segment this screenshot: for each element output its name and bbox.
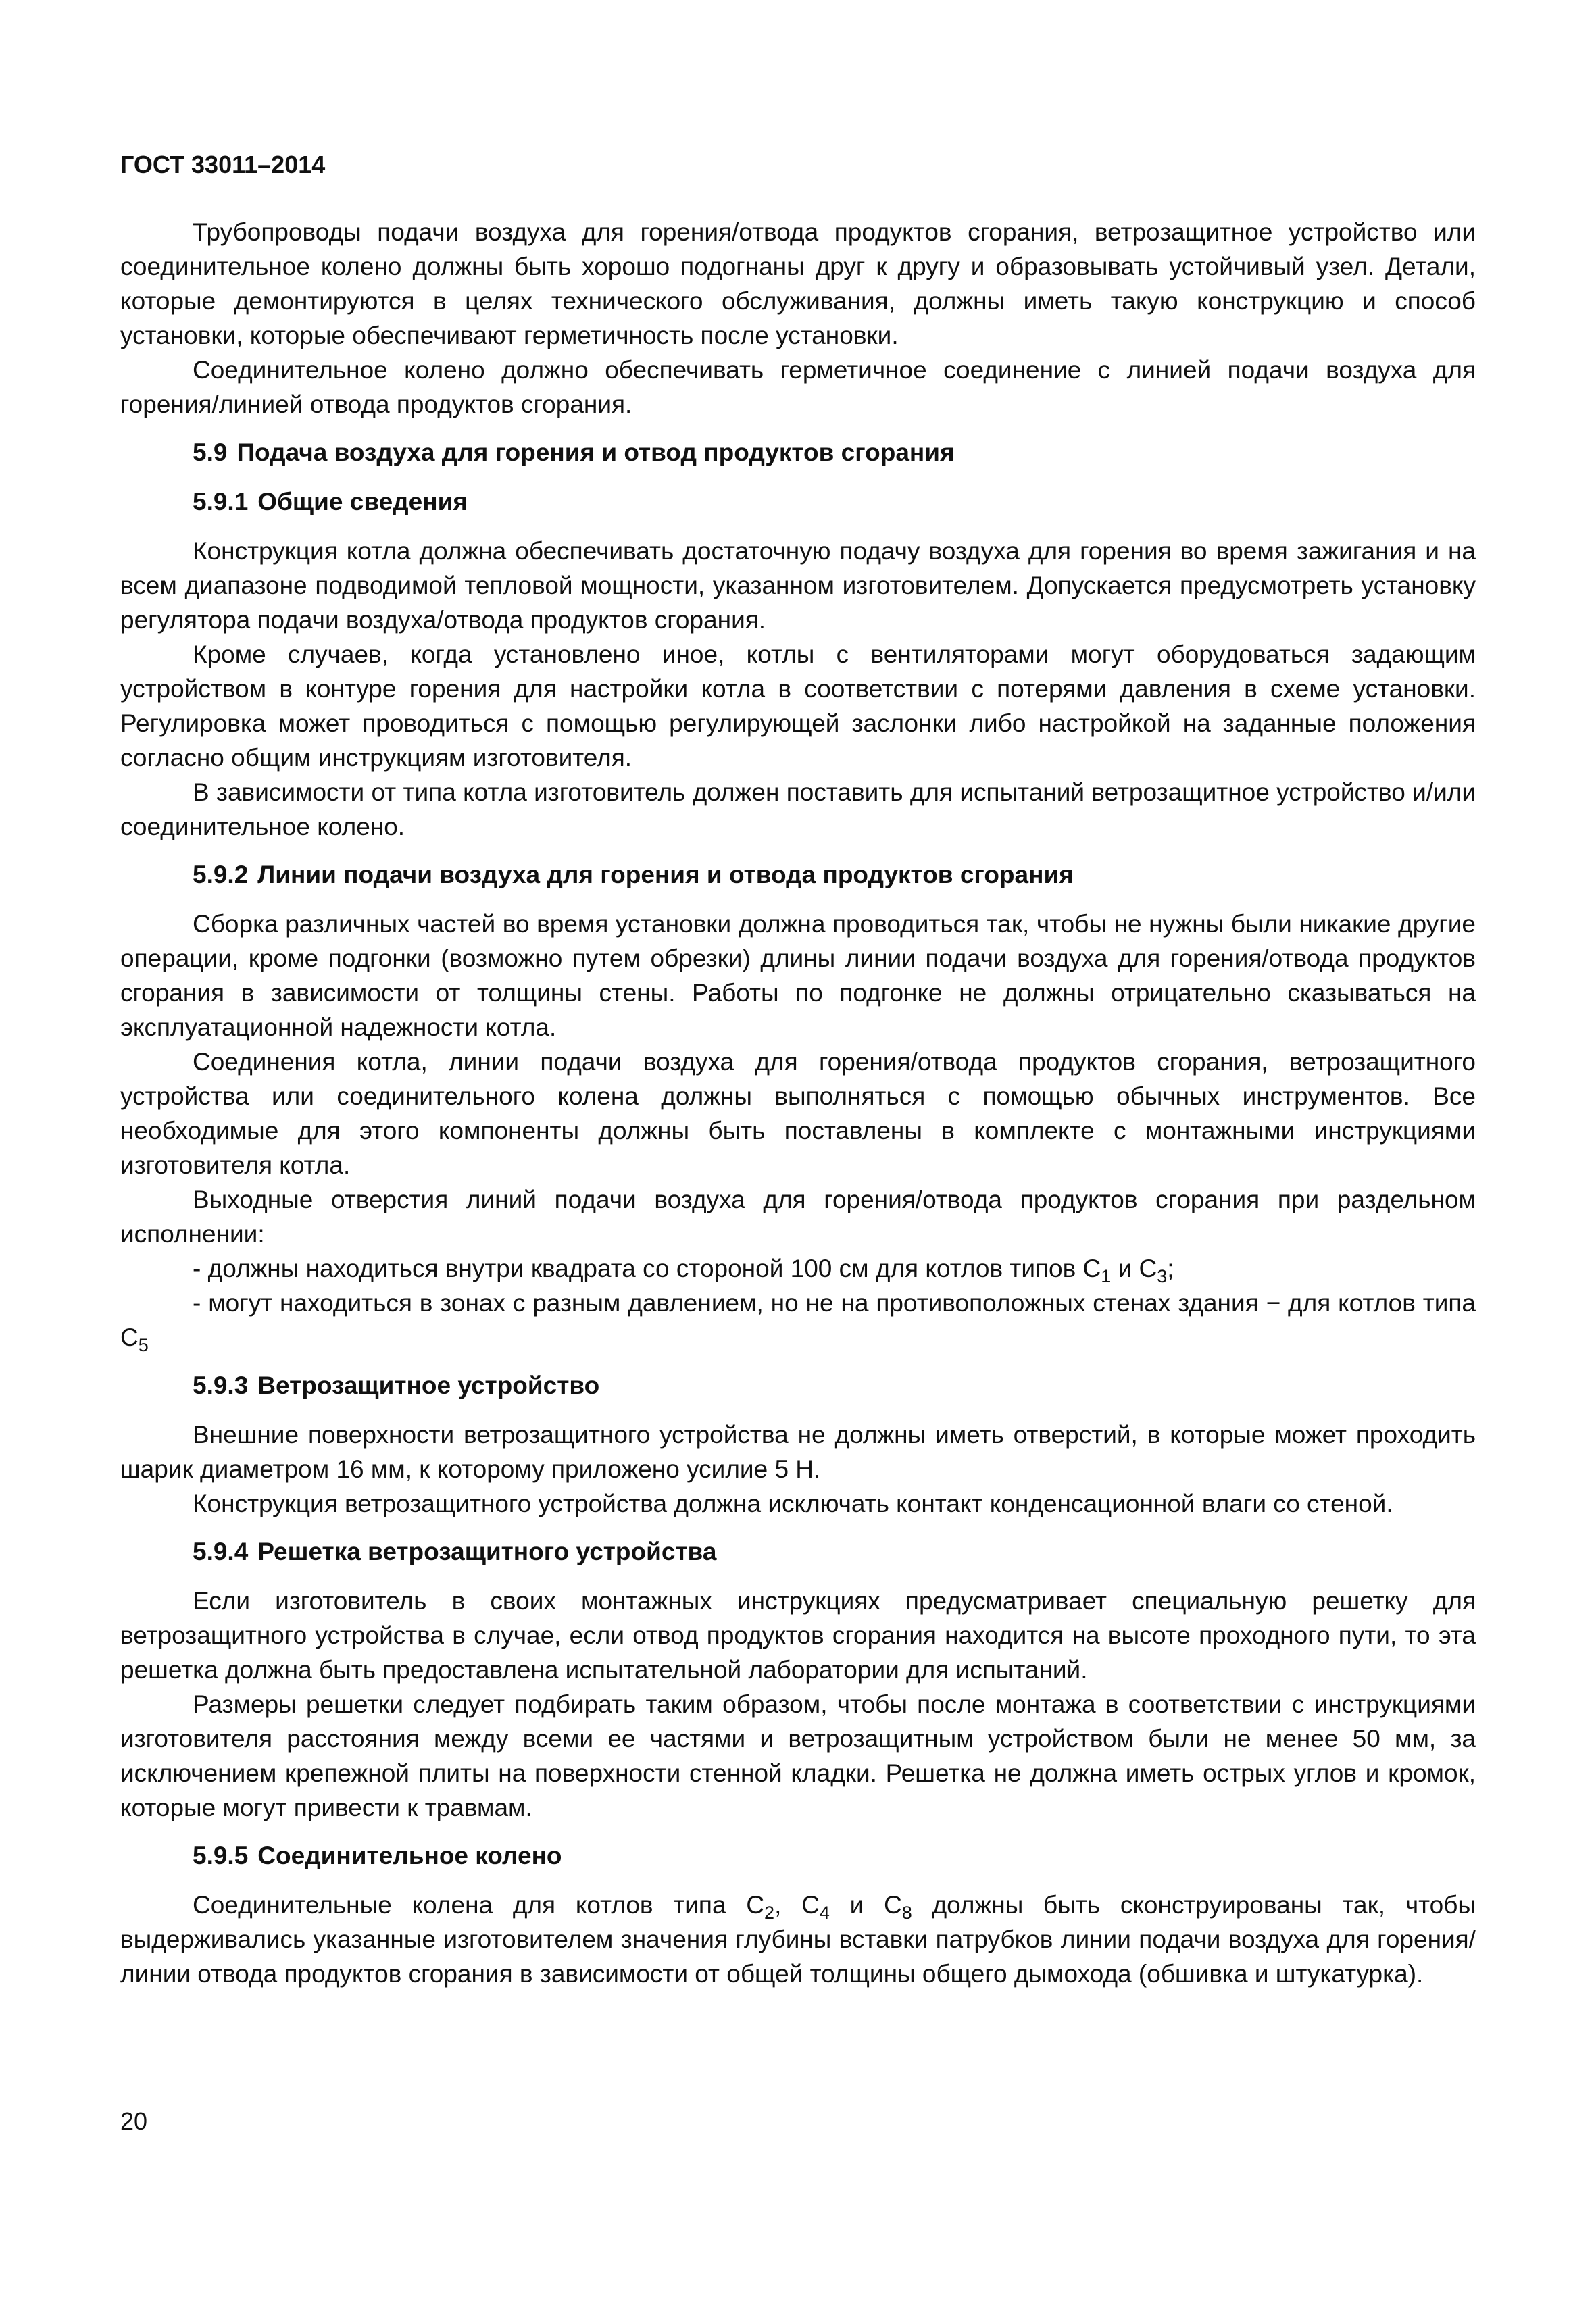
section-number: 5.9.5 — [193, 1842, 249, 1869]
paragraph: В зависимости от типа котла изготовитель должен поставить для испытаний ветрозащитное устройство и/или соединительное колено. — [120, 778, 1476, 840]
paragraph: Если изготовитель в своих монтажных инструкциях предусматривает специальную решетку для ветрозащитного устройства в случае, если отвод продуктов сгорания находится на высоте проходного пути, то эта решетка должна быть предоставлена испытательной лаборатории для испытаний. — [120, 1587, 1476, 1684]
section-number: 5.9.1 — [193, 488, 249, 515]
paragraph-text: Соединительные колена для котлов типа C — [193, 1891, 765, 1919]
page-content — [120, 150, 1476, 1991]
section-title: Общие сведения — [257, 488, 468, 515]
section-title: Линии подачи воздуха для горения и отвода продуктов сгорания — [257, 861, 1074, 888]
subscript: 4 — [819, 1903, 830, 1923]
list-item — [120, 1251, 1476, 1286]
section-heading-5-9-4 — [193, 1534, 1476, 1569]
paragraph: Конструкция ветрозащитного устройства должна исключать контакт конденсационной влаги со стеной. — [193, 1490, 1393, 1517]
list-item-text: - должны находиться внутри квадрата со стороной 100 см для котлов типов C — [193, 1255, 1101, 1282]
subscript: 2 — [764, 1903, 775, 1923]
paragraph — [120, 1888, 1476, 1991]
paragraph-text: , C — [774, 1891, 820, 1919]
document-code: ГОСТ 33011–2014 — [120, 151, 326, 178]
paragraph: Внешние поверхности ветрозащитного устройства не должны иметь отверстий, в которые может проходить шарик диаметром 16 мм, к которому приложено усилие 5 Н. — [120, 1421, 1476, 1483]
list-item — [120, 1286, 1476, 1355]
section-number: 5.9 — [193, 438, 228, 466]
paragraph: Кроме случаев, когда установлено иное, котлы с вентиляторами могут оборудоваться задающим устройством в контуре горения для настройки котла в соответствии с потерями давления в схеме установки. Регулировка может проводиться с помощью регулирующей заслонки либо настройкой на заданные положения согласно общим инструкциям изготовителя. — [120, 640, 1476, 772]
paragraph: Размеры решетки следует подбирать таким образом, чтобы после монтажа в соответствии с инструкциями изготовителя расстояния между всеми ее частями и ветрозащитным устройством были не менее 50 мм, за исключением крепежной плиты на поверхности стенной кладки. Решетка не должна иметь острых углов и кромок, которые могут привести к травмам. — [120, 1690, 1476, 1821]
list-item-text: ; — [1167, 1255, 1174, 1282]
section-title: Решетка ветрозащитного устройства — [257, 1538, 717, 1565]
paragraph: Выходные отверстия линий подачи воздуха для горения/отвода продуктов сгорания при раздельном исполнении: — [120, 1186, 1476, 1248]
paragraph-text: и C — [829, 1891, 902, 1919]
section-heading-5-9-1 — [193, 484, 1476, 519]
list-item-text: - могут находиться в зонах с разным давлением, но не на противоположных стенах здания − для котлов типа C — [120, 1289, 1476, 1351]
paragraph: Соединения котла, линии подачи воздуха для горения/отвода продуктов сгорания, ветрозащитного устройства или соединительного колена должны выполняться с помощью обычных инструментов. Все необходимые для этого компоненты должны быть поставлены в комплекте с монтажными инструкциями изготовителя котла. — [120, 1048, 1476, 1179]
section-heading-5-9 — [193, 435, 1476, 470]
subscript: 5 — [138, 1335, 149, 1355]
paragraph: Сборка различных частей во время установки должна проводиться так, чтобы не нужны были никакие другие операции, кроме подгонки (возможно путем обрезки) длины линии подачи воздуха для горения/отвода продуктов сгорания в зависимости от толщины стены. Работы по подгонке не должны отрицательно сказываться на эксплуатационной надежности котла. — [120, 910, 1476, 1041]
section-number: 5.9.4 — [193, 1538, 249, 1565]
subscript: 8 — [901, 1903, 912, 1923]
paragraph: Трубопроводы подачи воздуха для горения/отвода продуктов сгорания, ветрозащитное устройство или соединительное колено должны быть хорошо подогнаны друг к другу и образовывать устойчивый узел. Детали, которые демонтируются в целях технического обслуживания, должны иметь такую конструкцию и способ установки, которые обеспечивают герметичность после установки. — [120, 218, 1476, 349]
page-number: 20 — [120, 2107, 148, 2135]
section-heading-5-9-3 — [193, 1368, 1476, 1403]
section-title: Соединительное колено — [257, 1842, 562, 1869]
list-item-text: и C — [1111, 1255, 1157, 1282]
paragraph: Конструкция котла должна обеспечивать достаточную подачу воздуха для горения во время зажигания и на всем диапазоне подводимой тепловой мощности, указанном изготовителем. Допускается предусмотреть установку регулятора подачи воздуха/отвода продуктов сгорания. — [120, 537, 1476, 634]
paragraph: Соединительное колено должно обеспечивать герметичное соединение с линией подачи воздуха для горения/линией отвода продуктов сгорания. — [120, 356, 1476, 418]
subscript: 1 — [1101, 1266, 1112, 1286]
section-heading-5-9-2 — [193, 857, 1476, 892]
section-title: Подача воздуха для горения и отвод продуктов сгорания — [236, 438, 955, 466]
section-number: 5.9.2 — [193, 861, 249, 888]
subscript: 3 — [1157, 1266, 1168, 1286]
section-heading-5-9-5 — [193, 1838, 1476, 1873]
section-number: 5.9.3 — [193, 1372, 249, 1399]
paragraph-text: должны быть сконструированы так, чтобы выдерживались указанные изготовителем значения глубины вставки патрубков линии подачи воздуха для горения/линии отвода продуктов сгорания в зависимости от общей толщины общего дымохода (обшивка и штукатурка). — [120, 1891, 1476, 1988]
section-title: Ветрозащитное устройство — [257, 1372, 600, 1399]
